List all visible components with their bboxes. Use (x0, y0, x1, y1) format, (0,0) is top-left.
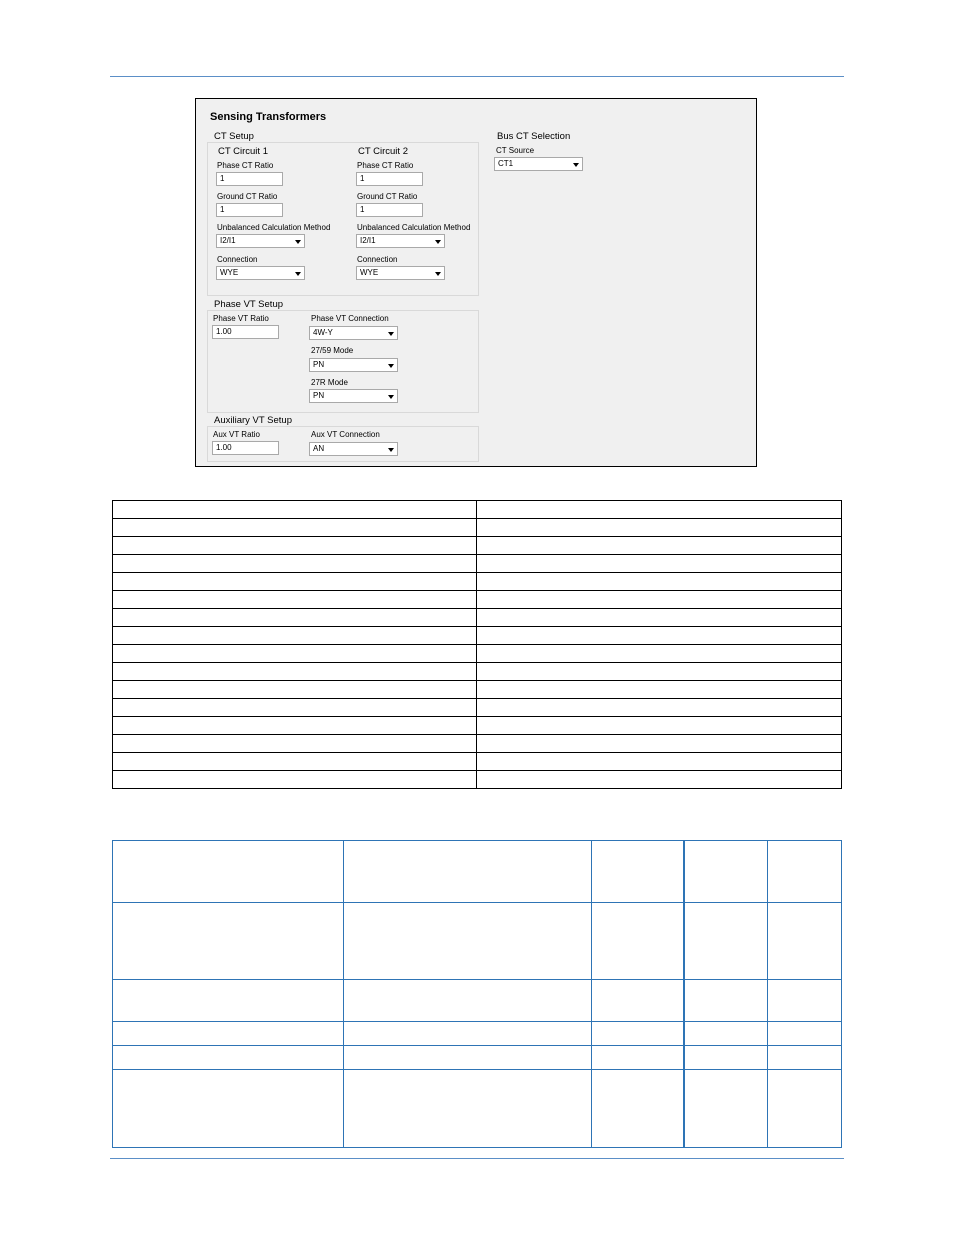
phase-vt-legend: Phase VT Setup (214, 299, 284, 310)
unbalanced-method-1-select[interactable] (216, 234, 305, 248)
header-rule (110, 76, 844, 77)
table-row (113, 519, 842, 537)
table-row (113, 537, 842, 555)
mode-2759-value: PN (313, 360, 325, 369)
table-row (113, 1070, 842, 1148)
ct-source-value: CT1 (498, 159, 514, 168)
table-row (113, 591, 842, 609)
chevron-down-icon (435, 272, 441, 276)
table-row (113, 753, 842, 771)
table-row (113, 627, 842, 645)
table-row (113, 903, 842, 980)
unbalanced-method-2-select[interactable] (356, 234, 445, 248)
phase-vt-ratio-label: Phase VT Ratio (213, 314, 269, 323)
chevron-down-icon (573, 163, 579, 167)
ct-circuit1-title: CT Circuit 1 (218, 146, 268, 157)
mode-27r-label: 27R Mode (311, 378, 348, 387)
settings-table (112, 500, 842, 789)
table-row (113, 841, 842, 903)
chevron-down-icon (388, 332, 394, 336)
connection-2-label: Connection (357, 255, 398, 264)
unbalanced-method-1-label: Unbalanced Calculation Method (217, 223, 331, 232)
mode-27r-value: PN (313, 391, 325, 400)
table-row (113, 681, 842, 699)
connection-2-value: WYE (360, 268, 379, 277)
ground-ct-ratio-1-input[interactable]: 1 (216, 203, 283, 217)
settings-detail-table (112, 840, 842, 1148)
ground-ct-ratio-2-label: Ground CT Ratio (357, 192, 418, 201)
phase-ct-ratio-2-label: Phase CT Ratio (357, 161, 414, 170)
aux-vt-connection-select[interactable] (309, 442, 398, 456)
table-row (113, 1046, 842, 1070)
ct-source-label: CT Source (496, 146, 535, 155)
table-row (113, 663, 842, 681)
mode-27r-select[interactable] (309, 389, 398, 403)
table-row (113, 735, 842, 753)
unbalanced-method-1-value: I2/I1 (220, 236, 236, 245)
phase-vt-ratio-input[interactable]: 1.00 (212, 325, 279, 339)
aux-vt-ratio-label: Aux VT Ratio (213, 430, 260, 439)
ct-circuit2-title: CT Circuit 2 (358, 146, 408, 157)
phase-ct-ratio-1-label: Phase CT Ratio (217, 161, 274, 170)
table-row (113, 717, 842, 735)
phase-vt-connection-value: 4W-Y (313, 328, 333, 337)
ground-ct-ratio-1-label: Ground CT Ratio (217, 192, 278, 201)
table-row (113, 501, 842, 519)
phase-ct-ratio-1-input[interactable]: 1 (216, 172, 283, 186)
unbalanced-method-2-value: I2/I1 (360, 236, 376, 245)
chevron-down-icon (295, 240, 301, 244)
chevron-down-icon (388, 448, 394, 452)
mode-2759-select[interactable] (309, 358, 398, 372)
ct-source-select[interactable] (494, 157, 583, 171)
table-row (113, 771, 842, 789)
table-row (113, 555, 842, 573)
sensing-transformers-screenshot (195, 98, 757, 467)
phase-ct-ratio-2-input[interactable]: 1 (356, 172, 423, 186)
connection-2-select[interactable] (356, 266, 445, 280)
mode-2759-label: 27/59 Mode (311, 346, 354, 355)
chevron-down-icon (388, 364, 394, 368)
chevron-down-icon (435, 240, 441, 244)
table-row (113, 645, 842, 663)
table-row (113, 573, 842, 591)
aux-vt-ratio-input[interactable]: 1.00 (212, 441, 279, 455)
chevron-down-icon (388, 395, 394, 399)
connection-1-select[interactable] (216, 266, 305, 280)
phase-vt-connection-label: Phase VT Connection (311, 314, 389, 323)
chevron-down-icon (295, 272, 301, 276)
table-row (113, 980, 842, 1022)
bus-ct-legend: Bus CT Selection (497, 131, 571, 142)
connection-1-label: Connection (217, 255, 258, 264)
aux-vt-connection-label: Aux VT Connection (311, 430, 380, 439)
ground-ct-ratio-2-input[interactable]: 1 (356, 203, 423, 217)
table-row (113, 699, 842, 717)
unbalanced-method-2-label: Unbalanced Calculation Method (357, 223, 471, 232)
table-row (113, 1022, 842, 1046)
window-title: Sensing Transformers (210, 111, 327, 123)
ct-setup-legend: CT Setup (214, 131, 254, 142)
footer-rule (110, 1158, 844, 1159)
table-row (113, 609, 842, 627)
aux-vt-connection-value: AN (313, 444, 325, 453)
phase-vt-connection-select[interactable] (309, 326, 398, 340)
connection-1-value: WYE (220, 268, 239, 277)
aux-vt-legend: Auxiliary VT Setup (214, 415, 292, 426)
